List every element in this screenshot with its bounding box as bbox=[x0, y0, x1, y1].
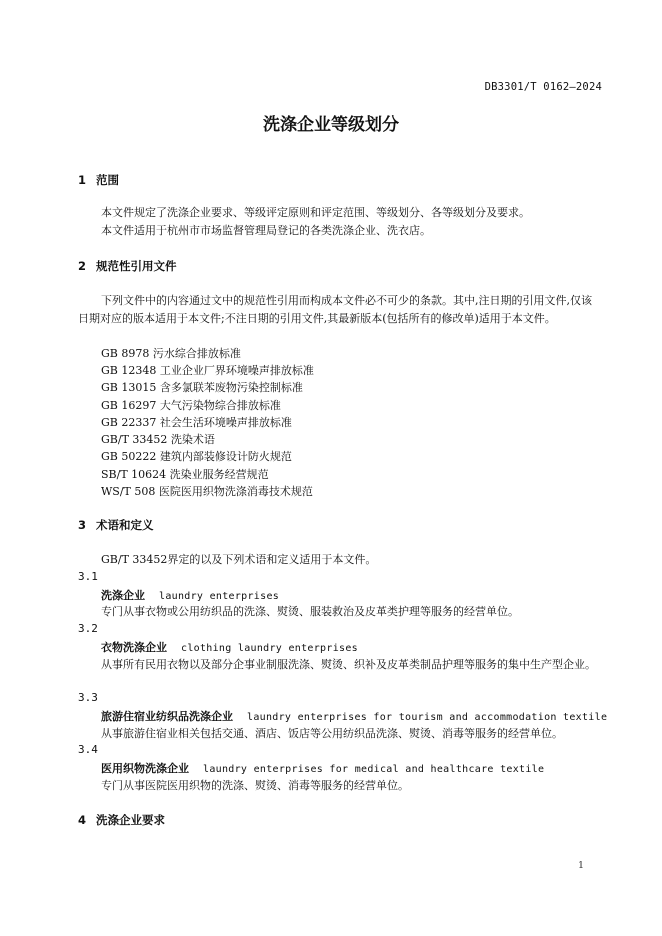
section-number: 3 bbox=[78, 518, 87, 532]
term-number: 3.1 bbox=[78, 570, 98, 583]
references-intro: 下列文件中的内容通过文中的规范性引用而构成本文件必不可少的条款。其中,注日期的引用文件,仅该日期对应的版本适用于本文件;不注日期的引用文件,其最新版本(包括所有的修改单)适用于本文件。 bbox=[78, 294, 592, 325]
section-number: 1 bbox=[78, 173, 87, 187]
reference-item: GB 13015 含多氯联苯废物污染控制标准 bbox=[101, 381, 303, 394]
term-en: laundry enterprises for tourism and accommodation textile bbox=[247, 712, 608, 723]
term-heading bbox=[101, 760, 544, 776]
section-heading-scope bbox=[78, 172, 119, 188]
section-number: 4 bbox=[78, 813, 87, 827]
term-number: 3.4 bbox=[78, 743, 98, 756]
reference-item: GB 22337 社会生活环境噪声排放标准 bbox=[101, 416, 292, 429]
reference-item: GB 8978 污水综合排放标准 bbox=[101, 347, 241, 360]
section-title: 术语和定义 bbox=[96, 518, 154, 532]
term-heading bbox=[101, 587, 279, 603]
term-en: laundry enterprises for medical and healthcare textile bbox=[203, 764, 545, 775]
section-heading-enterprise-requirements bbox=[78, 812, 165, 828]
reference-item: GB 16297 大气污染物综合排放标准 bbox=[101, 399, 281, 412]
term-definition: 从事所有民用衣物以及部分企事业制服洗涤、熨烫、织补及皮革类制品护理等服务的集中生产型企业。 bbox=[101, 658, 596, 671]
term-en: laundry enterprises bbox=[159, 591, 280, 602]
term-heading bbox=[101, 708, 607, 724]
section-number: 2 bbox=[78, 259, 87, 273]
term-en: clothing laundry enterprises bbox=[181, 643, 358, 654]
term-number: 3.3 bbox=[78, 691, 98, 704]
term-zh: 洗涤企业 bbox=[101, 589, 145, 602]
document-number: DB3301/T 0162—2024 bbox=[484, 81, 602, 93]
reference-item: GB/T 33452 洗染术语 bbox=[101, 433, 215, 446]
reference-item: GB 50222 建筑内部装修设计防火规范 bbox=[101, 450, 292, 463]
reference-item: GB 12348 工业企业厂界环境噪声排放标准 bbox=[101, 364, 314, 377]
term-number: 3.2 bbox=[78, 622, 98, 635]
section-heading-terms bbox=[78, 517, 154, 533]
section-title: 规范性引用文件 bbox=[96, 259, 177, 273]
paragraph: 本文件适用于杭州市市场监督管理局登记的各类洗涤企业、洗衣店。 bbox=[101, 224, 431, 237]
terms-intro: GB/T 33452界定的以及下列术语和定义适用于本文件。 bbox=[101, 553, 377, 566]
term-zh: 医用织物洗涤企业 bbox=[101, 762, 189, 775]
page-number: 1 bbox=[577, 860, 584, 871]
section-title: 范围 bbox=[96, 173, 119, 187]
paragraph: 本文件规定了洗涤企业要求、等级评定原则和评定范围、等级划分、各等级划分及要求。 bbox=[101, 206, 530, 219]
reference-item: WS/T 508 医院医用织物洗涤消毒技术规范 bbox=[101, 485, 313, 498]
section-title: 洗涤企业要求 bbox=[96, 813, 165, 827]
term-definition: 从事旅游住宿业相关包括交通、酒店、饭店等公用纺织品洗涤、熨烫、消毒等服务的经营单位。 bbox=[101, 727, 563, 740]
term-zh: 衣物洗涤企业 bbox=[101, 641, 167, 654]
reference-item: SB/T 10624 洗染业服务经营规范 bbox=[101, 468, 269, 481]
term-definition: 专门从事医院医用织物的洗涤、熨烫、消毒等服务的经营单位。 bbox=[101, 779, 409, 792]
term-zh: 旅游住宿业纺织品洗涤企业 bbox=[101, 710, 233, 723]
section-heading-normative-references bbox=[78, 258, 177, 274]
term-heading bbox=[101, 639, 358, 655]
page-title: 洗涤企业等级划分 bbox=[263, 115, 399, 135]
term-definition: 专门从事衣物或公用纺织品的洗涤、熨烫、服装救治及皮革类护理等服务的经营单位。 bbox=[101, 605, 519, 618]
